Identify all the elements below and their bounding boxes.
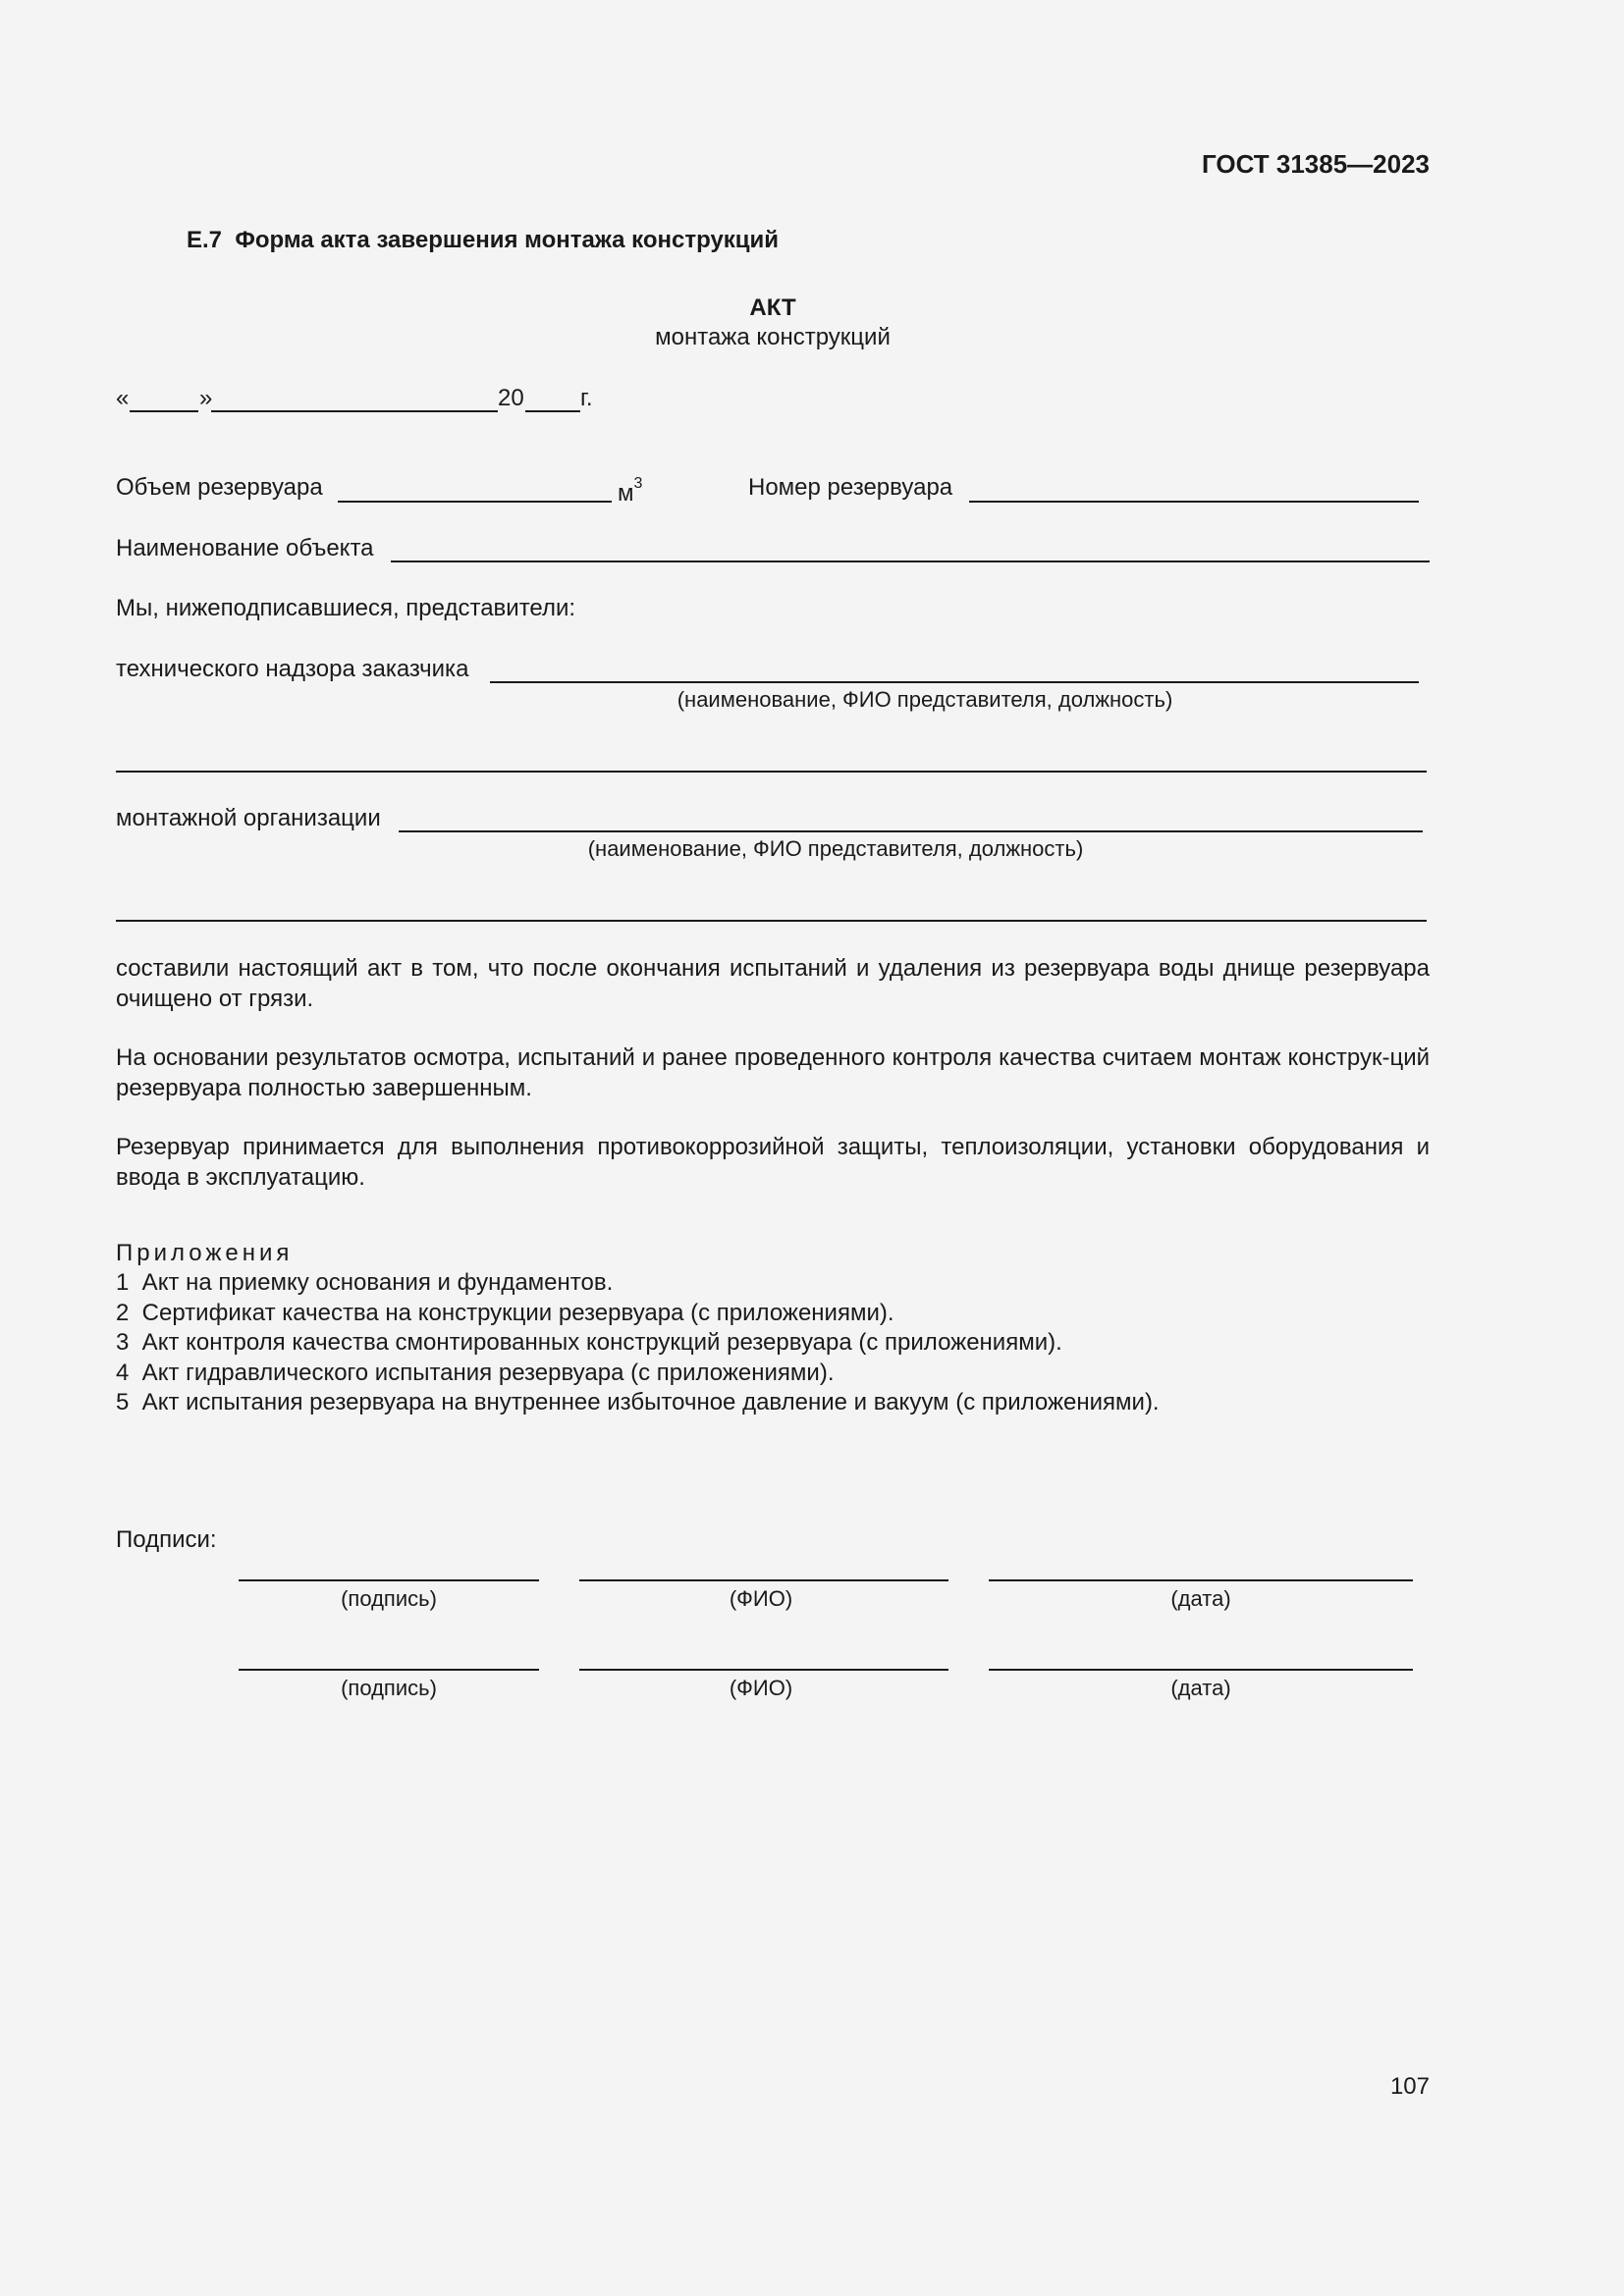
installer-extra-line[interactable] [116,920,1427,922]
fio-caption: (ФИО) [729,1676,793,1700]
page-number: 107 [1389,2073,1430,2100]
section-number: Е.7 [187,227,223,253]
date-caption: (дата) [1170,1676,1231,1700]
date-month-blank[interactable] [211,410,498,412]
signature-caption: (подпись) [341,1676,437,1700]
appendix-item: 2 Сертификат качества на конструкции резервуара (с приложениями). [116,1300,894,1326]
installer-label: монтажной организации [116,805,381,831]
tank-number-field[interactable] [969,501,1419,503]
fio-field[interactable] [579,1579,948,1581]
signature-field[interactable] [239,1669,539,1671]
volume-unit-power: 3 [633,475,643,492]
appendices-heading: Приложения [116,1240,294,1266]
representatives-intro: Мы, нижеподписавшиеся, представители: [116,595,576,621]
date-caption: (дата) [1170,1586,1231,1611]
object-name-field[interactable] [391,561,1430,562]
customer-supervision-caption: (наименование, ФИО представителя, должность) [677,687,1173,712]
object-name-label: Наименование объекта [116,535,374,561]
act-title: АКТ [749,294,796,321]
date-year-prefix: 20 [498,385,524,411]
standard-designation: ГОСТ 31385—2023 [1202,149,1430,179]
volume-unit-text: м [618,480,634,507]
section-title: Форма акта завершения монтажа конструкций [235,227,780,253]
paragraph-acceptance: Резервуар принимается для выполнения противокоррозийной защиты, теплоизоляции, установки оборудования и ввода в эксплуатацию. [116,1134,1430,1191]
signatures-label: Подписи: [116,1526,217,1553]
paragraph-cleaning: составили настоящий акт в том, что после окончания испытаний и удаления из резервуара воды днище резервуара очищено от грязи. [116,955,1430,1012]
volume-label: Объем резервуара [116,474,323,501]
date-open-quote: « [116,385,130,411]
installer-caption: (наименование, ФИО представителя, должность) [587,836,1084,861]
tank-number-label: Номер резервуара [748,474,953,501]
date-year-suffix: г. [580,385,593,411]
installer-field[interactable] [399,830,1423,832]
fio-field[interactable] [579,1669,948,1671]
appendix-item: 4 Акт гидравлического испытания резервуара (с приложениями). [116,1360,835,1386]
date-close-quote: » [199,385,213,411]
appendix-item: 1 Акт на приемку основания и фундаментов. [116,1269,614,1296]
signature-caption: (подпись) [341,1586,437,1611]
appendix-item: 5 Акт испытания резервуара на внутреннее избыточное давление и вакуум (с приложениями). [116,1389,1160,1415]
act-subtitle: монтажа конструкций [655,324,891,350]
date-field[interactable] [989,1579,1413,1581]
customer-supervision-field[interactable] [490,681,1419,683]
signature-field[interactable] [239,1579,539,1581]
date-day-blank[interactable] [130,410,198,412]
volume-unit [618,473,642,508]
fio-caption: (ФИО) [729,1586,793,1611]
appendix-item: 3 Акт контроля качества смонтированных конструкций резервуара (с приложениями). [116,1329,1062,1356]
customer-supervision-extra-line[interactable] [116,771,1427,773]
date-field[interactable] [989,1669,1413,1671]
customer-supervision-label: технического надзора заказчика [116,656,469,682]
volume-field[interactable] [338,501,612,503]
paragraph-completion: На основании результатов осмотра, испытаний и ранее проведенного контроля качества считаем монтаж конструк-ций резервуара полностью завершенным. [116,1044,1430,1101]
date-year-blank[interactable] [525,410,580,412]
section-heading [187,226,779,255]
